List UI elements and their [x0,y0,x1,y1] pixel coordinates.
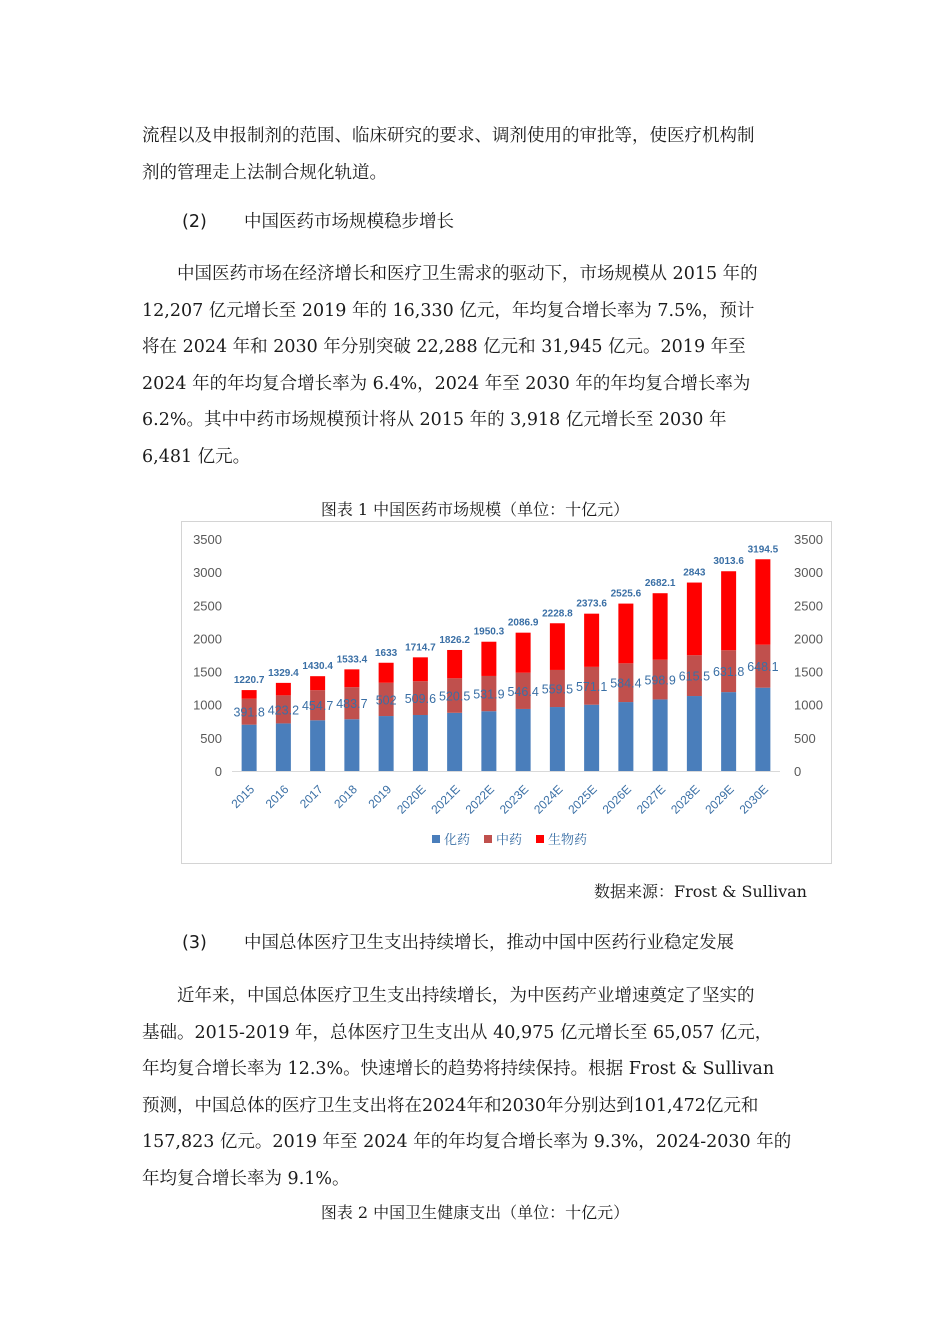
text-line: 中国医药市场在经济增长和医疗卫生需求的驱动下，市场规模从 2015 年的 [142,264,758,284]
bar-chemical-2030E [755,688,770,771]
mid-label-2016: 423.2 [267,703,300,718]
bar-biologic-2025E [584,614,599,667]
bar-chemical-2016 [276,723,291,771]
x-tick-label-2017: 2017 [296,782,326,812]
text-line: 将在 2024 年和 2030 年分别突破 22,288 亿元和 31,945 亿元。2019 年至 [142,337,746,357]
section-heading-2 [182,210,454,234]
paragraph-health-expenditure [142,978,822,1197]
y-tick-label-left: 0 [214,764,222,779]
x-tick-label-2021E: 2021E [428,782,463,817]
paragraph-intro [142,118,822,191]
bar-chemical-2015 [242,725,257,771]
heading-text: 中国总体医疗卫生支出持续增长，推动中国中医药行业稳定发展 [244,933,734,953]
figure-2-caption: 图表 2 中国卫生健康支出（单位：十亿元） [320,1203,630,1222]
total-label-2016: 1329.4 [268,667,299,679]
x-tick-label-2024E: 2024E [531,782,566,817]
mid-label-2022E: 531.9 [473,687,505,702]
total-label-2030E: 3194.5 [747,544,779,556]
total-label-2020E: 1714.7 [405,642,436,654]
x-tick-label-2016: 2016 [262,782,292,812]
bar-biologic-2019 [379,663,394,683]
chart-frame [181,521,832,864]
legend-label-2: 生物药 [548,832,588,847]
y-tick-label-left: 1500 [193,664,222,680]
bar-chemical-2017 [310,720,325,771]
x-tick-label-2018: 2018 [331,782,360,812]
mid-label-2028E: 615.5 [678,669,711,684]
bar-biologic-2020E [413,657,428,681]
mid-label-2020E: 509.6 [404,692,437,707]
total-label-2021E: 1826.2 [439,634,470,646]
legend-swatch-2 [536,835,544,843]
bar-biologic-2028E [687,583,702,656]
bar-biologic-2021E [447,650,462,678]
bar-chemical-2019 [379,716,394,771]
legend-label-0: 化药 [444,832,471,847]
text-line: 基础。2015-2019 年，总体医疗卫生支出从 40,975 亿元增长至 65,057 亿元， [142,1022,773,1043]
bar-biologic-2022E [481,642,496,676]
mid-label-2029E: 631.8 [712,665,745,680]
y-tick-label-right: 2500 [794,598,823,614]
bar-biologic-2029E [721,571,736,650]
total-label-2024E: 2228.8 [542,608,573,620]
y-tick-label-left: 2500 [193,598,222,614]
total-label-2015: 1220.7 [233,675,265,687]
total-label-2028E: 2843 [683,567,706,579]
bar-chemical-2023E [516,709,531,771]
y-tick-label-left: 3000 [193,565,222,581]
mid-label-2024E: 559.5 [541,682,574,697]
text-line: 157,823 亿元。2019 年至 2024 年的年均复合增长率为 9.3%，2024-2030 年的 [142,1132,792,1152]
mid-label-2025E: 571.1 [575,679,608,694]
y-tick-label-right: 2000 [794,631,823,647]
y-tick-label-left: 500 [200,730,222,746]
text-line: 12,207 亿元增长至 2019 年的 16,330 亿元，年均复合增长率为 7.5%，预计 [142,300,755,321]
y-tick-label-right: 3000 [794,565,823,581]
bar-chemical-2026E [618,702,633,771]
text-line: 流程以及申报制剂的范围、临床研究的要求、调剂使用的审批等，使医疗机构制 [142,126,755,146]
text-line: 剂的管理走上法制合规化轨道。 [142,162,387,183]
mid-label-2027E: 598.9 [644,673,676,688]
y-tick-label-left: 3500 [193,532,222,547]
heading-number: (2) [182,212,207,232]
x-tick-label-2025E: 2025E [565,782,600,817]
x-tick-label-2020E: 2020E [394,782,429,817]
bar-biologic-2017 [310,676,325,690]
y-tick-label-right: 1000 [794,697,823,713]
market-size-chart [182,522,831,863]
figure-1-source: 数据来源：Frost & Sullivan [594,882,807,901]
bar-biologic-2018 [344,669,359,687]
x-tick-label-2026E: 2026E [599,782,634,817]
x-tick-label-2030E: 2030E [736,782,771,817]
x-tick-label-2029E: 2029E [702,782,737,817]
x-tick-label-2022E: 2022E [462,782,497,817]
total-label-2027E: 2682.1 [644,578,676,590]
x-tick-label-2015: 2015 [228,782,258,812]
mid-label-2030E: 648.1 [747,660,779,675]
bar-chemical-2027E [653,699,668,771]
mid-label-2026E: 584.4 [610,676,642,691]
legend-label-1: 中药 [496,832,523,847]
x-tick-label-2019: 2019 [365,782,395,812]
bar-chemical-2029E [721,692,736,771]
y-tick-label-right: 1500 [794,664,823,680]
x-tick-label-2023E: 2023E [496,782,532,817]
total-label-2029E: 3013.6 [713,556,744,568]
total-label-2018: 1533.4 [336,654,368,666]
legend-swatch-1 [484,835,492,843]
mid-label-2019: 502 [375,693,397,708]
x-tick-label-2028E: 2028E [668,782,703,817]
text-line: 6.2%。其中中药市场规模预计将从 2015 年的 3,918 亿元增长至 2030 年 [142,410,727,430]
total-label-2022E: 1950.3 [473,626,505,638]
paragraph-market-size [142,256,822,475]
mid-label-2015: 391.8 [233,705,265,720]
bar-chemical-2028E [687,696,702,771]
bar-chemical-2024E [550,707,565,771]
text-line: 预测，中国总体的医疗卫生支出将在2024年和2030年分别达到101,472亿元和 [142,1095,759,1116]
total-label-2023E: 2086.9 [507,617,539,629]
heading-text: 中国医药市场规模稳步增长 [244,212,454,232]
bar-chemical-2020E [413,715,428,771]
mid-label-2017: 454.7 [301,699,334,714]
text-line: 2024 年的年均复合增长率为 6.4%，2024 年至 2030 年的年均复合增长率为 [142,373,751,394]
bar-chemical-2018 [344,719,359,771]
text-line: 年均复合增长率为 9.1%。 [142,1168,350,1189]
mid-label-2021E: 520.5 [438,689,471,704]
bar-biologic-2027E [653,593,668,659]
heading-number: (3) [182,933,207,953]
bar-biologic-2016 [276,683,291,695]
total-label-2026E: 2525.6 [610,588,642,600]
y-tick-label-right: 0 [794,764,802,779]
bar-biologic-2030E [755,559,770,644]
text-line: 近年来，中国总体医疗卫生支出持续增长，为中医药产业增速奠定了坚实的 [142,986,755,1006]
bar-biologic-2024E [550,623,565,670]
section-heading-3 [182,931,734,955]
text-line: 6,481 亿元。 [142,446,251,467]
mid-label-2023E: 546.4 [507,684,539,699]
bar-biologic-2026E [618,604,633,664]
text-line: 年均复合增长率为 12.3%。快速增长的趋势将持续保持。根据 Frost & Sullivan [142,1059,775,1079]
y-tick-label-right: 3500 [794,532,823,547]
mid-label-2018: 483.7 [336,697,368,712]
legend-swatch-0 [432,835,440,843]
x-tick-label-2027E: 2027E [633,782,669,817]
bar-chemical-2025E [584,705,599,771]
figure-1-caption: 图表 1 中国医药市场规模（单位：十亿元） [320,500,630,519]
y-tick-label-right: 500 [794,730,816,746]
total-label-2017: 1430.4 [302,661,333,673]
bar-biologic-2015 [242,690,257,699]
y-tick-label-left: 2000 [193,631,222,647]
bar-chemical-2021E [447,713,462,771]
y-tick-label-left: 1000 [193,697,222,713]
total-label-2025E: 2373.6 [576,598,607,610]
total-label-2019: 1633 [375,647,398,659]
bar-biologic-2023E [516,633,531,673]
bar-chemical-2022E [481,711,496,771]
